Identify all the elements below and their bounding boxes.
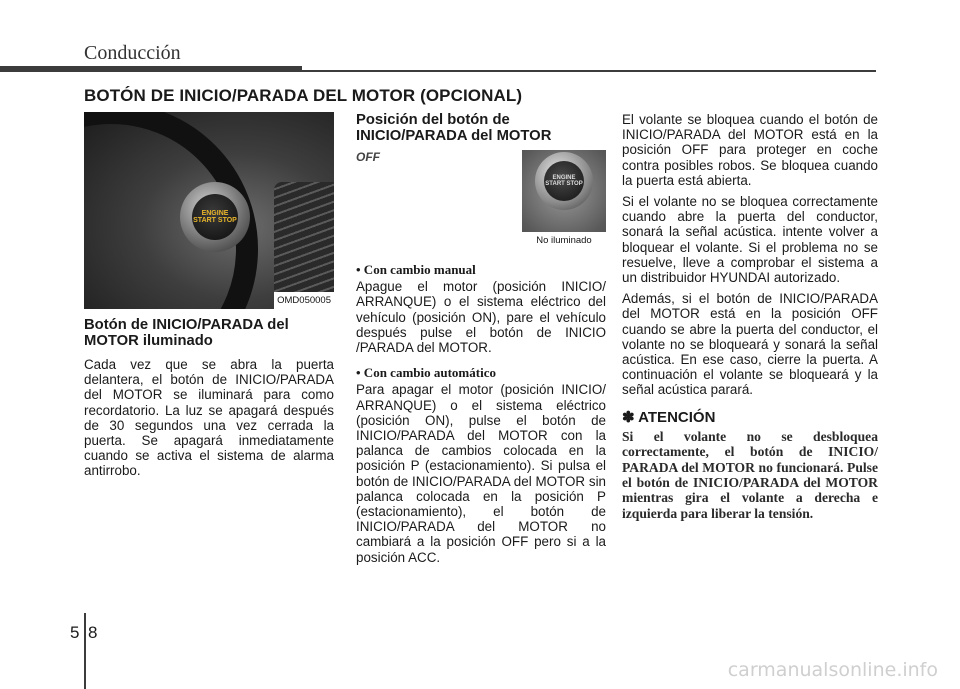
engine-button-photo <box>84 112 334 309</box>
engine-start-stop-icon: ENGINE START STOP <box>544 161 584 201</box>
watermark: carmanualsonline.info <box>727 659 938 681</box>
header-rule-thick <box>0 66 302 72</box>
header-rule-thin <box>302 70 876 72</box>
section-title: BOTÓN DE INICIO/PARADA DEL MOTOR (OPCIONAL) <box>84 86 523 105</box>
auto-body: Para apagar el motor (posición INICIO/ ARRANQUE) o el sistema eléctrico (posición ON), pulse el botón de INICIO/PARADA del MOTOR con la palanca de cambios colocada en la posición P (estacionamiento). Si pulsa el botón de INICIO/PARADA del MOTOR sin palanca colocada en la posición P (estacionamiento), el botón de INICIO/PARADA del MOTOR no cambiará a la posición OFF pero si a la posición ACC. <box>356 382 606 565</box>
lock-paragraph-2: Si el volante no se bloquea correctamente cuando abre la puerta del conductor, sonará la señal acústica. intente volver a bloquear el volante. Si el problema no se resuelve, lleve a comprobar el sistema a un distribuidor HYUNDAI autorizado. <box>622 194 878 286</box>
column-2 <box>356 112 606 571</box>
chapter-title: Conducción <box>84 42 181 64</box>
photo-code: OMD050005 <box>274 292 334 309</box>
lock-paragraph-1: El volante se bloquea cuando el botón de INICIO/PARADA del MOTOR está en la posición OFF para proteger en coche contra posibles robos. Se bloquea cuando la puerta está abierta. <box>622 112 878 188</box>
off-row <box>356 150 606 258</box>
footer-divider <box>84 613 86 689</box>
column-3 <box>622 112 878 521</box>
not-illuminated-thumb <box>522 150 606 250</box>
page-number: 8 <box>88 623 98 642</box>
off-label: OFF <box>356 150 380 164</box>
attention-heading: ✽ ATENCIÓN <box>622 408 716 426</box>
illuminated-body: Cada vez que se abra la puerta delantera, el botón de INICIO/PARADA del MOTOR se iluminará para como recordatorio. La luz se apagará después de 30 segundos una vez cerrada la puerta. Se apagará inmediatamente cuando se activa el sistema de alarma antirrobo. <box>84 357 334 479</box>
chapter-number: 5 <box>70 623 80 642</box>
manual-body: Apague el motor (posición INICIO/ ARRANQUE) o el sistema eléctrico del vehículo (posición ON), pare el vehículo después pulse el botón de INICIO /PARADA del MOTOR. <box>356 279 606 356</box>
engine-start-stop-icon: ENGINE START STOP <box>192 194 238 240</box>
position-heading: Posición del botón de INICIO/PARADA del MOTOR <box>356 112 552 144</box>
column-1 <box>84 112 334 485</box>
attention-body: Si el volante no se desbloquea correctamente, el botón de INICIO/ PARADA del MOTOR no funcionará. Pulse el botón de INICIO/PARADA del MOTOR mientras gira el volante a derecha e izquierda para liberar la tensión. <box>622 428 878 521</box>
auto-heading: • Con cambio automático <box>356 365 496 381</box>
illuminated-heading: Botón de INICIO/PARADA del MOTOR iluminado <box>84 317 289 349</box>
air-vent-shape <box>274 182 334 302</box>
lock-paragraph-3: Además, si el botón de INICIO/PARADA del MOTOR está en la posición OFF cuando se abre la puerta del conductor, el volante no se bloqueará y sonará la señal acústica. En ese caso, cierre la puerta. A continuación el volante se bloqueará y la señal acústica parará. <box>622 291 878 398</box>
manual-heading: • Con cambio manual <box>356 262 476 277</box>
thumb-caption: No iluminado <box>522 232 606 250</box>
